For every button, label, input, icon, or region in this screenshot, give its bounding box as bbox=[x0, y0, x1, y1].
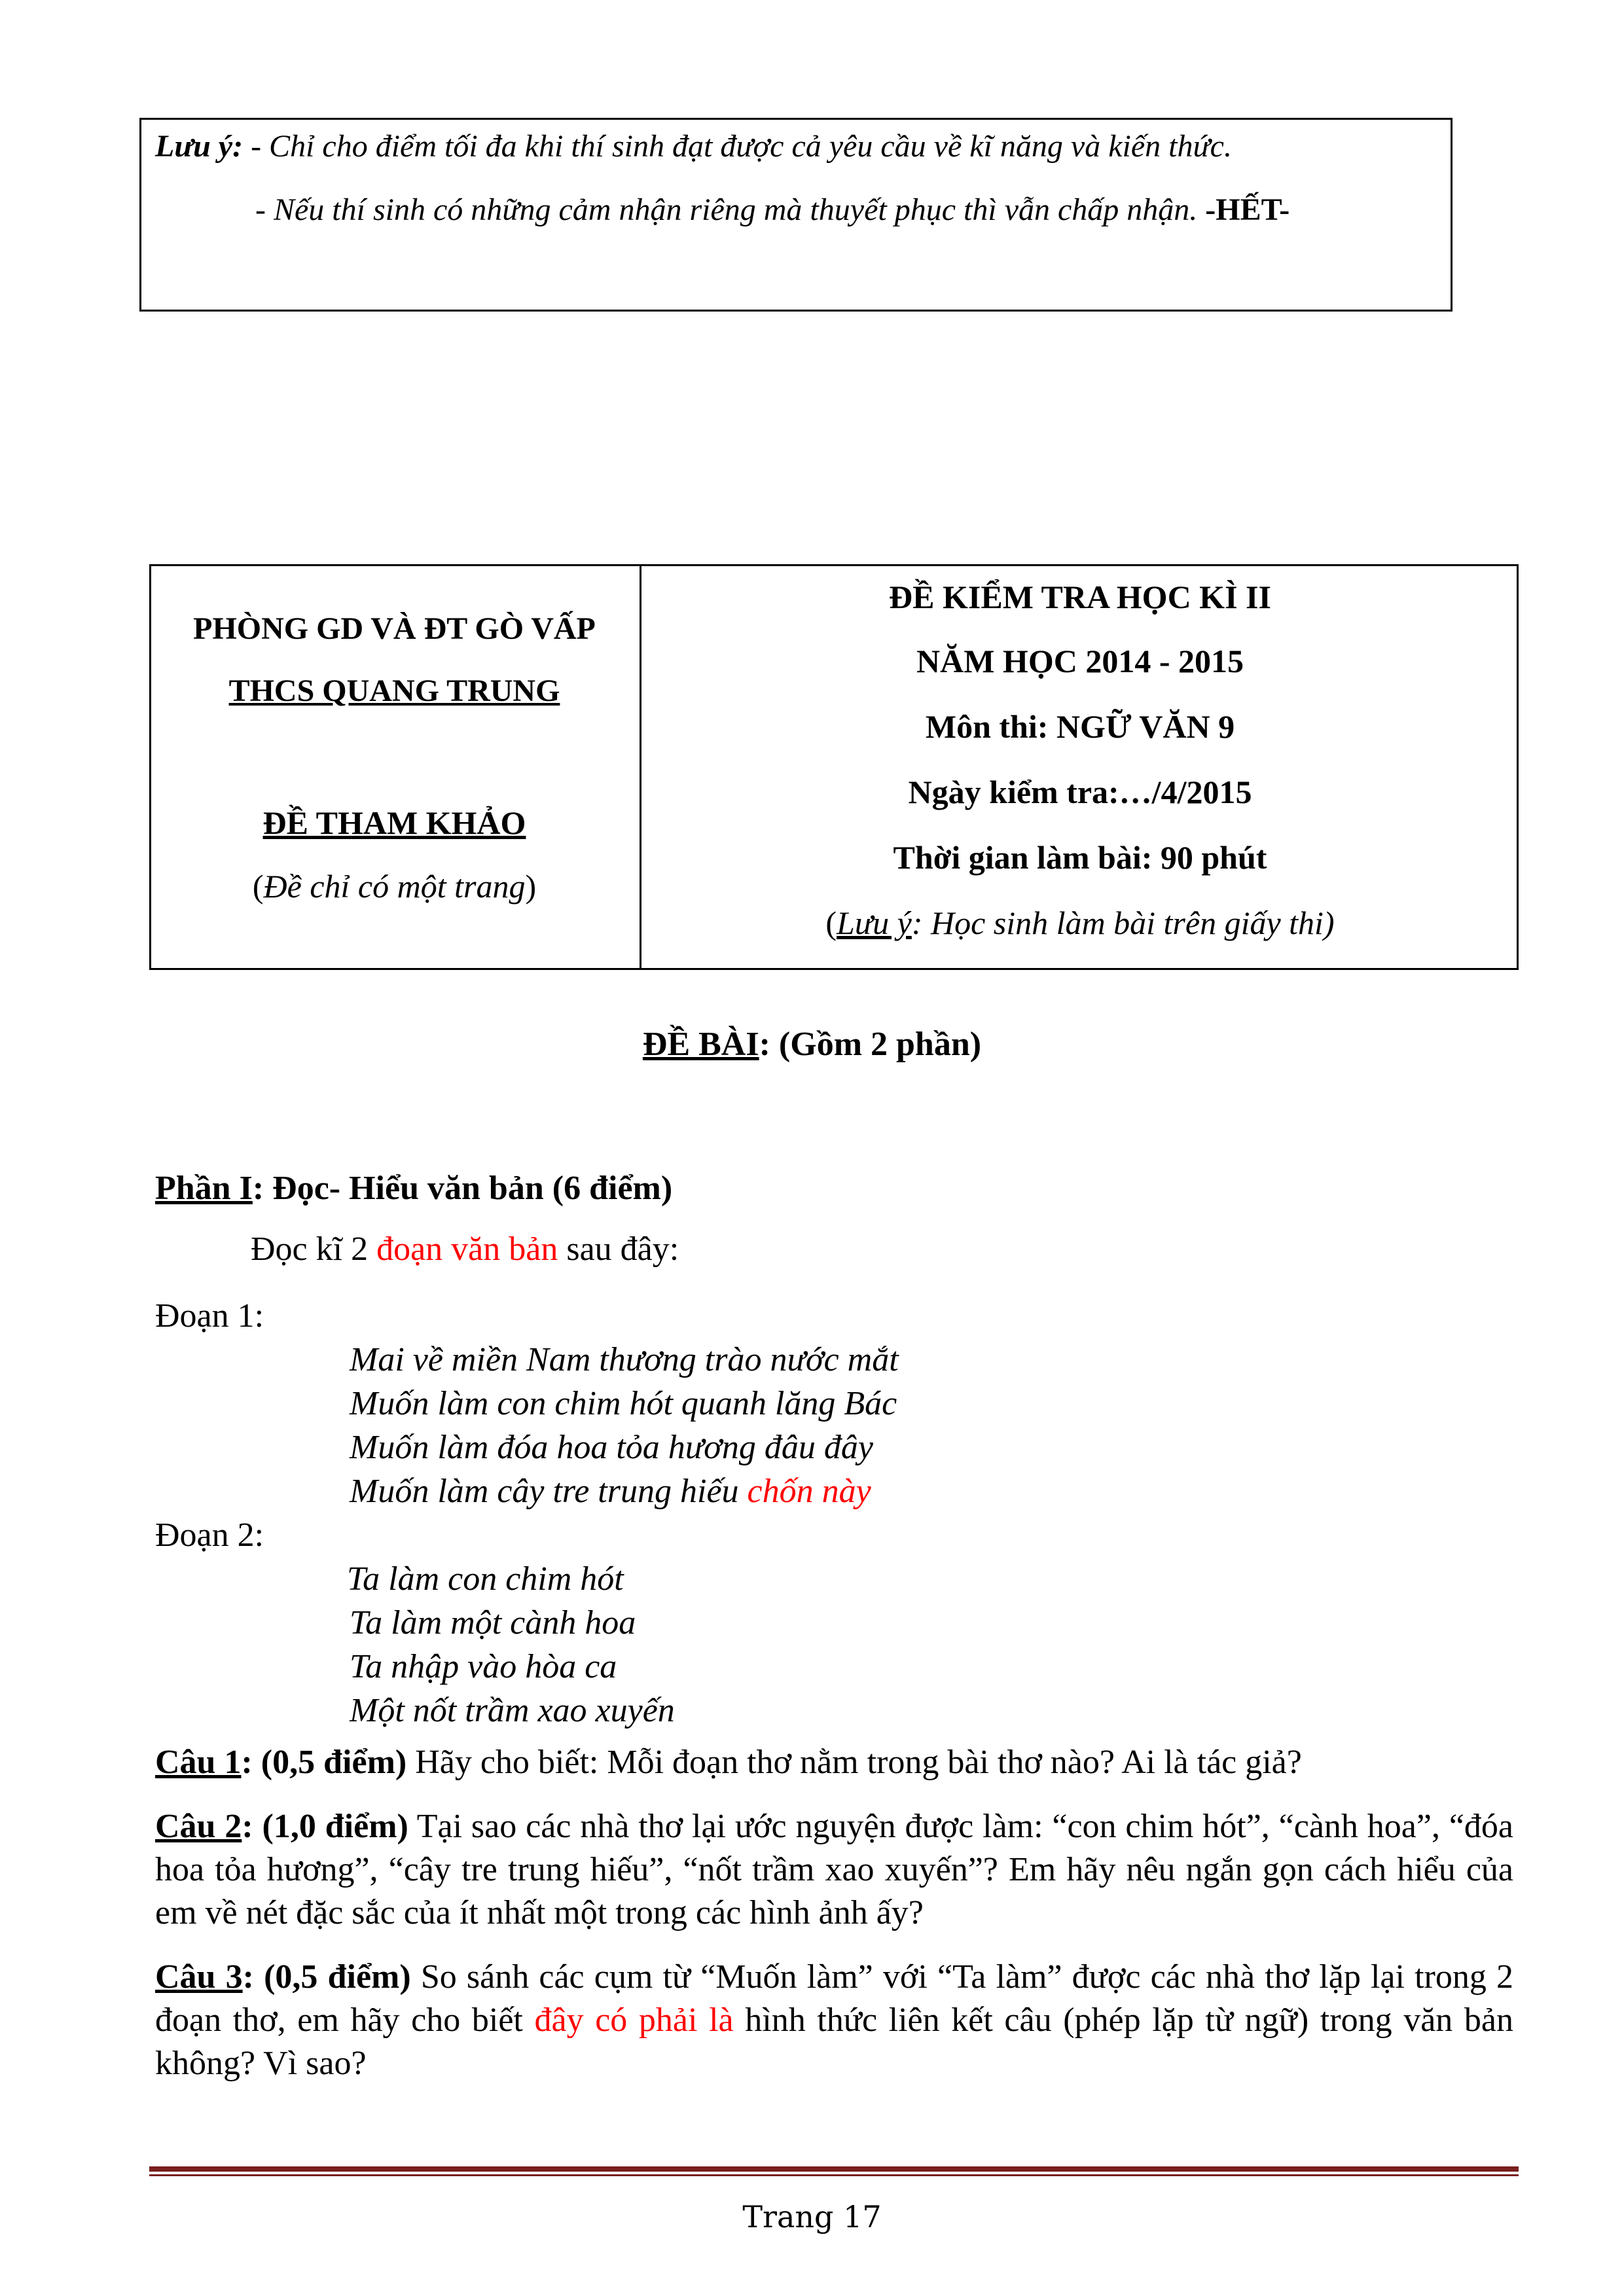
page-number: Trang 17 bbox=[742, 2199, 882, 2234]
part1-label: Phần I bbox=[155, 1170, 253, 1207]
note-label: Lưu ý: bbox=[155, 129, 244, 164]
note-line-1 bbox=[155, 128, 1232, 166]
question-text: So sánh các cụm từ “Muốn làm” với “Ta làm” được các nhà thơ lặp lại trong 2 đoạn thơ, em hãy cho biết bbox=[155, 1958, 1514, 2039]
header-left-cell bbox=[149, 564, 640, 970]
end-mark: -HẾT- bbox=[1205, 192, 1290, 227]
question-points: : (0,5 điểm) bbox=[242, 1958, 411, 1996]
exam-date: Ngày kiểm tra:…/4/2015 bbox=[908, 774, 1252, 810]
instruction: (Lưu ý: Học sinh làm bài trên giấy thi) bbox=[825, 905, 1335, 941]
note-line-2 bbox=[255, 191, 1290, 229]
question-1 bbox=[155, 1741, 1513, 1784]
question-label: Câu 2 bbox=[155, 1808, 242, 1845]
passage2-label: Đoạn 2: bbox=[155, 1516, 264, 1554]
question-text-end: hình thức liên kết câu (phép lặp từ ngữ) trong văn bản không? Vì sao? bbox=[155, 2001, 1513, 2082]
school-year: NĂM HỌC 2014 - 2015 bbox=[916, 643, 1244, 679]
poem-highlight: chốn này bbox=[747, 1473, 871, 1510]
note-text-1: - Chỉ cho điểm tối đa khi thí sinh đạt được cả yêu cầu về kĩ năng và kiến thức. bbox=[243, 129, 1232, 164]
question-label: Câu 1 bbox=[155, 1744, 242, 1781]
question-label: Câu 3 bbox=[155, 1958, 243, 1996]
part1-heading bbox=[155, 1168, 672, 1209]
subject: Môn thi: NGỮ VĂN 9 bbox=[925, 708, 1235, 745]
page-note-text: Đề chỉ có một trang bbox=[263, 868, 526, 905]
instruction-text: : Học sinh làm bài trên giấy thi) bbox=[911, 905, 1335, 941]
passage1-label: Đoạn 1: bbox=[155, 1297, 264, 1335]
note-text-2: - Nếu thí sinh có những cảm nhận riêng mà thuyết phục thì vẫn chấp nhận. bbox=[255, 192, 1206, 227]
poem-line: Muốn làm con chim hót quanh lăng Bác bbox=[350, 1385, 897, 1422]
instruction-label: Lưu ý bbox=[837, 905, 912, 941]
exam-type: ĐỀ THAM KHẢO bbox=[262, 804, 526, 841]
header-right-cell bbox=[641, 564, 1519, 970]
exam-duration: Thời gian làm bài: 90 phút bbox=[893, 839, 1267, 876]
poem-line: Mai về miền Nam thương trào nước mắt bbox=[350, 1341, 899, 1378]
heading-label: ĐỀ BÀI bbox=[642, 1026, 759, 1063]
exam-heading bbox=[0, 1024, 1624, 1065]
exam-title: ĐỀ KIỂM TRA HỌC KÌ II bbox=[889, 579, 1271, 615]
question-2 bbox=[155, 1805, 1513, 1935]
part1-intro: Đọc kĩ 2 đoạn văn bản sau đây: bbox=[251, 1230, 679, 1268]
part1-title: : Đọc- Hiểu văn bản (6 điểm) bbox=[252, 1170, 673, 1207]
question-text: Tại sao các nhà thơ lại ước nguyện được làm: “con chim hót”, “cành hoa”, “đóa hoa tỏa hương”, “cây tre trung hiếu”, “nốt trầm xao xuyến”? Em hãy nêu ngắn gọn cách hiểu của em về nét đặc sắc của ít nhất một trong các hình ảnh ấy? bbox=[155, 1808, 1513, 1931]
school-name: THCS QUANG TRUNG bbox=[228, 673, 560, 708]
page-note: (Đề chỉ có một trang) bbox=[252, 868, 537, 905]
poem-line: Muốn làm đóa hoa tỏa hương đâu đây bbox=[350, 1429, 873, 1466]
footer-rule bbox=[149, 2166, 1519, 2172]
question-text: Hãy cho biết: Mỗi đoạn thơ nằm trong bài thơ nào? Ai là tác giả? bbox=[406, 1744, 1302, 1781]
footer-rule-thin bbox=[149, 2174, 1519, 2176]
question-3 bbox=[155, 1956, 1513, 2085]
poem-line-last: Muốn làm cây tre trung hiếu chốn này bbox=[350, 1473, 871, 1510]
question-highlight: đây có phải là bbox=[534, 2001, 734, 2039]
poem-line: Ta nhập vào hòa ca bbox=[350, 1648, 617, 1685]
department-name: PHÒNG GD VÀ ĐT GÒ VẤP bbox=[193, 611, 596, 646]
poem-line: Ta làm con chim hót bbox=[347, 1560, 624, 1598]
poem-line: Một nốt trầm xao xuyến bbox=[350, 1692, 675, 1729]
poem-line: Ta làm một cành hoa bbox=[350, 1604, 636, 1641]
heading-sub: : (Gồm 2 phần) bbox=[759, 1026, 982, 1063]
question-points: : (1,0 điểm) bbox=[242, 1808, 408, 1845]
intro-highlight: đoạn văn bản bbox=[376, 1230, 558, 1268]
question-points: : (0,5 điểm) bbox=[241, 1744, 407, 1781]
